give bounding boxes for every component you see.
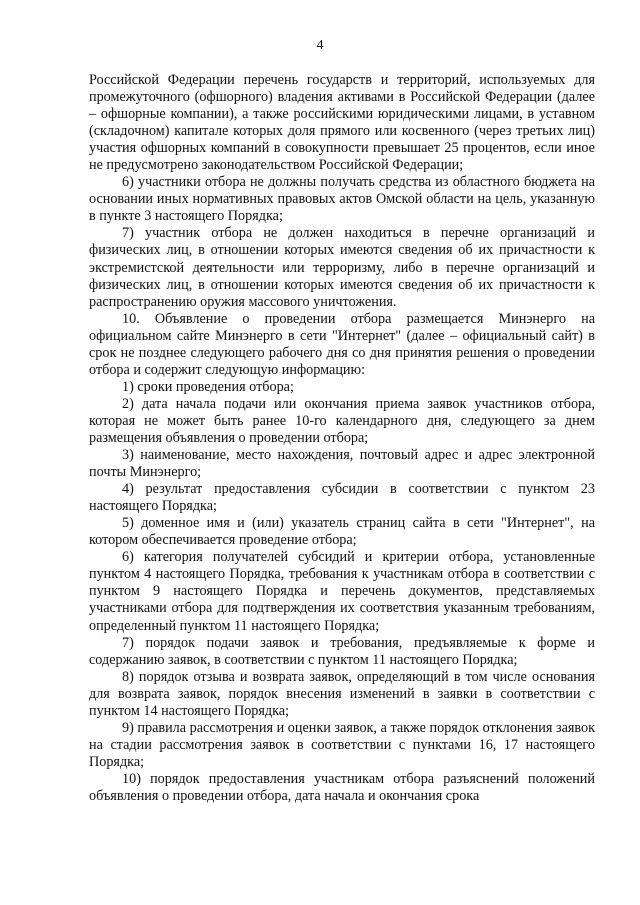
page-number: 4 — [316, 38, 324, 53]
paragraph: 6) категория получателей субсидий и критерии отбора, установленные пунктом 4 настоящего Порядка, требования к участникам отбора в соответствии с пунктом 9 настоящего Порядка и перечень документов, представляемых участниками отбора для подтверждения их соответствия указанным требованиям, определенный пунктом 11 настоящего Порядка; — [89, 549, 595, 634]
paragraph: 3) наименование, место нахождения, почтовый адрес и адрес электронной почты Минэнерго; — [89, 447, 595, 481]
paragraph: 5) доменное имя и (или) указатель страниц сайта в сети "Интернет", на котором обеспечивается проведение отбора; — [89, 515, 595, 549]
paragraph: 7) порядок подачи заявок и требования, предъявляемые к форме и содержанию заявок, в соответствии с пунктом 11 настоящего Порядка; — [89, 634, 595, 668]
paragraph: 10) порядок предоставления участникам отбора разъяснений положений объявления о проведении отбора, дата начала и окончания срока — [89, 770, 595, 804]
paragraph: 6) участники отбора не должны получать средства из областного бюджета на основании иных нормативных правовых актов Омской области на цель, указанную в пункте 3 настоящего Порядка; — [89, 174, 595, 225]
paragraph: 1) сроки проведения отбора; — [122, 378, 294, 395]
paragraph: Российской Федерации перечень государств и территорий, используемых для промежуточного (офшорного) владения активами в Российской Федерации (далее – офшорные компании), а также российскими юридическими лицами, в уставном (складочном) капитале которых доля прямого или косвенного (через третьих лиц) участия офшорных компаний в совокупности превышает 25 процентов, если иное не предусмотрено законодательством Российской Федерации; — [89, 72, 595, 174]
paragraph: 9) правила рассмотрения и оценки заявок, а также порядок отклонения заявок на стадии рассмотрения заявок в соответствии с пунктами 16, 17 настоящего Порядка; — [89, 719, 595, 770]
paragraph: 10. Объявление о проведении отбора размещается Минэнерго на официальном сайте Минэнерго в сети "Интернет" (далее – официальный сайт) в срок не позднее следующего рабочего дня со дня принятия решения о проведении отбора и содержит следующую информацию: — [89, 310, 595, 378]
paragraph: 7) участник отбора не должен находиться в перечне организаций и физических лиц, в отношении которых имеются сведения об их причастности к экстремистской деятельности или терроризму, либо в перечне организаций и физических лиц, в отношении которых имеются сведения об их причастности к распространению оружия массового уничтожения. — [89, 225, 595, 310]
paragraph: 4) результат предоставления субсидии в соответствии с пунктом 23 настоящего Порядка; — [89, 481, 595, 515]
document-body — [89, 72, 595, 805]
paragraph: 2) дата начала подачи или окончания приема заявок участников отбора, которая не может быть ранее 10-го календарного дня, следующего за днем размещения объявления о проведении отбора; — [89, 395, 595, 446]
paragraph: 8) порядок отзыва и возврата заявок, определяющий в том числе основания для возврата заявок, порядок внесения изменений в заявки в соответствии с пунктом 14 настоящего Порядка; — [89, 668, 595, 719]
